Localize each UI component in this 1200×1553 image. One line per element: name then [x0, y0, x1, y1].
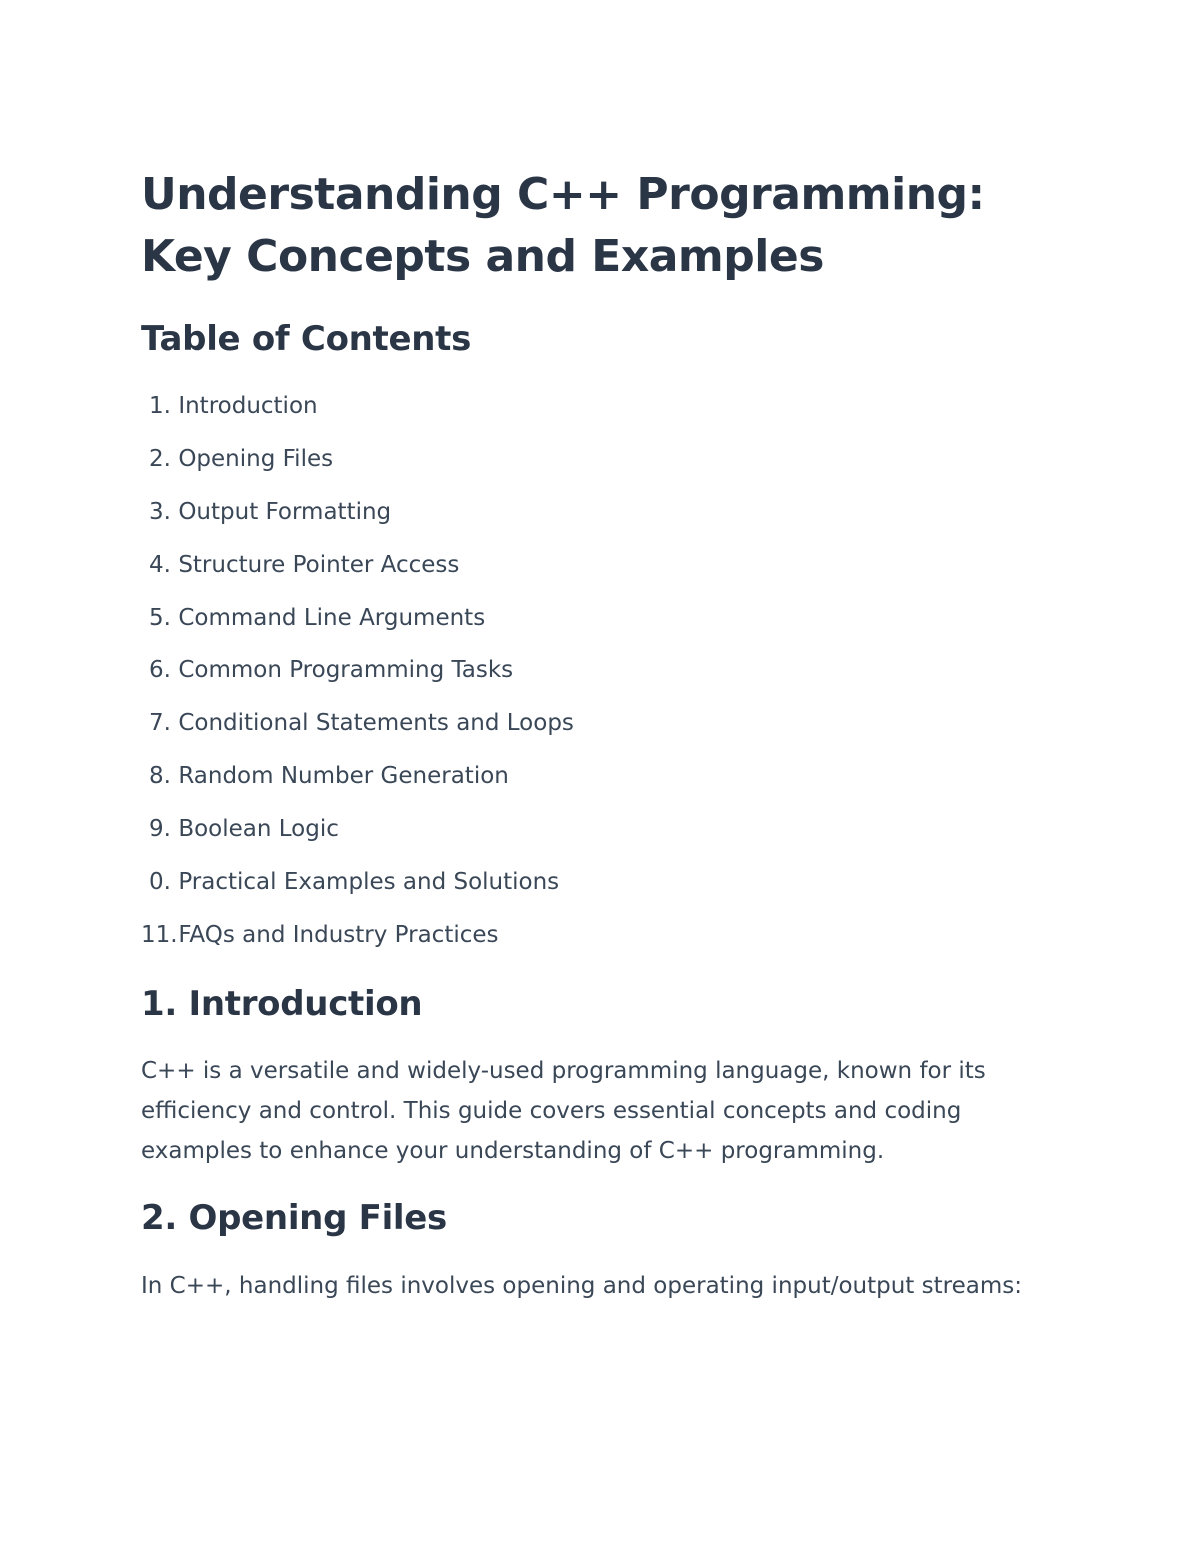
toc-item-command-line-arguments[interactable] [141, 594, 574, 647]
toc-item-number: 2. [149, 445, 171, 472]
toc-item-label: Common Programming Tasks [178, 657, 514, 684]
toc-item-opening-files[interactable] [141, 435, 574, 488]
toc-item-number: 4. [149, 551, 171, 578]
toc-item-introduction[interactable] [141, 382, 574, 435]
toc-item-faqs[interactable] [141, 911, 574, 964]
toc-item-label: Opening Files [178, 445, 334, 472]
section-heading-introduction: 1. Introduction [141, 984, 423, 1024]
toc-item-number: 11. [141, 921, 178, 948]
toc-item-number: 9. [149, 816, 171, 843]
toc-item-common-programming-tasks[interactable] [141, 646, 574, 699]
toc-item-label: Output Formatting [178, 498, 392, 525]
document-title: Understanding C++ Programming: Key Concepts and Examples [141, 169, 985, 282]
toc-item-random-number-generation[interactable] [141, 752, 574, 805]
toc-item-practical-examples[interactable] [141, 858, 574, 911]
toc-item-number: 8. [149, 763, 171, 790]
toc-item-number: 5. [149, 604, 171, 631]
toc-item-number: 6. [149, 657, 171, 684]
section-body-opening-files: In C++, handling files involves opening and operating input/output streams: [141, 1273, 1022, 1299]
section-heading-opening-files: 2. Opening Files [141, 1198, 447, 1238]
toc-heading: Table of Contents [141, 319, 472, 359]
toc-item-label: Random Number Generation [178, 763, 509, 790]
toc-item-number: 3. [149, 498, 171, 525]
table-of-contents [141, 382, 574, 964]
toc-item-label: Structure Pointer Access [178, 551, 460, 578]
toc-item-number: 1. [149, 393, 171, 419]
toc-item-label: FAQs and Industry Practices [178, 921, 499, 948]
toc-item-number: 7. [149, 710, 171, 737]
toc-item-number: 0. [149, 869, 171, 896]
toc-item-label: Boolean Logic [178, 816, 339, 843]
section-body-introduction: C++ is a versatile and widely-used programming language, known for its efficiency and control. This guide covers essential concepts and coding examples to enhance your understanding of C++ programming. [141, 1058, 986, 1164]
toc-item-label: Introduction [178, 393, 318, 419]
toc-item-conditional-statements[interactable] [141, 699, 574, 752]
toc-item-label: Conditional Statements and Loops [178, 710, 574, 737]
toc-item-output-formatting[interactable] [141, 488, 574, 541]
toc-item-boolean-logic[interactable] [141, 805, 574, 858]
toc-item-label: Practical Examples and Solutions [178, 869, 560, 896]
toc-item-structure-pointer-access[interactable] [141, 541, 574, 594]
toc-item-label: Command Line Arguments [178, 604, 486, 631]
